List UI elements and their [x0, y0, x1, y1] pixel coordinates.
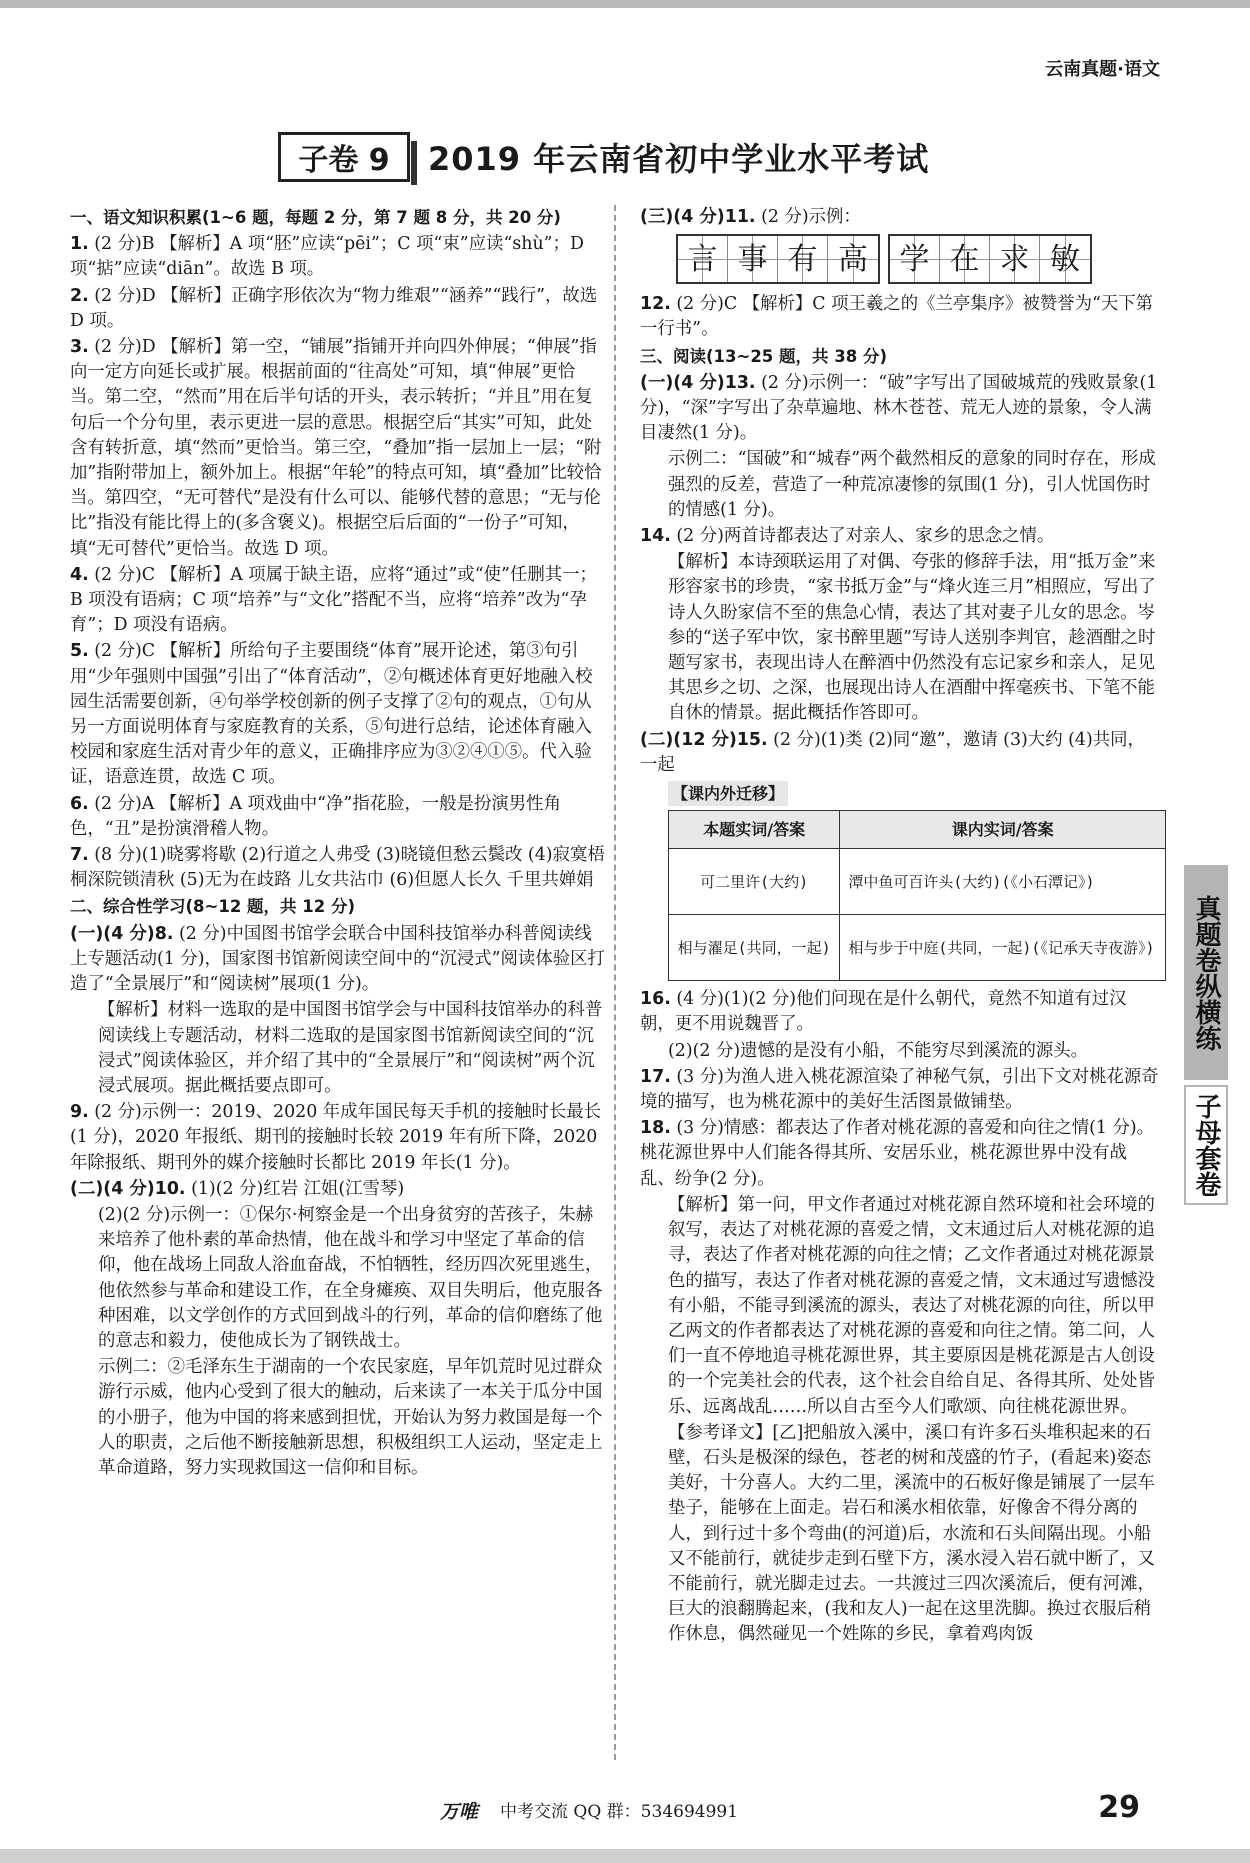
answer-paragraph: [640, 550, 1160, 726]
answer-item: [640, 371, 1160, 447]
answer-text: 【参考译文】[乙]把船放入溪中，溪口有许多石头堆积起来的石壁，石头是极深的绿色，苍老的树和茂盛的竹子，(看起来)姿态美好，十分喜人。大约二里，溪流中的石板好像是铺展了一层车垫子，能够在上面走。岩石和溪水相依靠，好像舍不得分离的人，到行过十多个弯曲(的河道)后，水流和石头间隔出现。小船又不能前行，就徒步走到石壁下方，溪水浸入岩石就中断了，又不能前行，就光脚走过去。一共渡过三四次溪流后，便有河滩，巨大的浪翻腾起来，(我和友人)一起在这里洗脚。换过衣服后稍作休息，偶然碰见一个姓陈的乡民，拿着鸡肉饭: [668, 1422, 1155, 1645]
answer-paragraph: [640, 1039, 1160, 1064]
answer-text: (2 分)示例一：2019、2020 年成年国民每天手机的接触时长最长(1 分)，2020 年报纸、期刊的接触时长较 2019 年有所下降，2020 年除报纸、期刊外的媒介接触时长都比 2019 年长(1 分)。: [70, 1102, 602, 1173]
question-number: 18.: [640, 1118, 671, 1139]
answer-text: 【解析】材料一选取的是中国图书馆学会与中国科技馆举办的科普阅读线上专题活动，材料二选取的是国家图书馆新阅读空间的“沉浸式”阅读体验区，并介绍了其中的“全景展厅”和“阅读树”两个沉浸式展项。据此概括要点即可。: [98, 1000, 603, 1096]
calligraphy-group-2: [888, 234, 1092, 284]
answer-item: [70, 335, 605, 562]
answer-item: [70, 232, 605, 282]
answer-text: (2 分)示例一：“破”字写出了国破城荒的残败景象(1 分)，“深”字写出了杂草遍地、林木苍苍、荒无人迹的景象，令人满目凄然(1 分)。: [640, 372, 1158, 444]
section-heading-text: 二、综合性学习(8~12 题，共 12 分): [70, 897, 356, 917]
answer-text: (2)(2 分)示例一：①保尔·柯察金是一个出身贫穷的苦孩子，朱赫来培养了他朴素的革命热情，他在战斗和学习中坚定了革命的信仰，他在战场上同敌人浴血奋战，不怕牺牲，经历四次死里逃生，他依然参与革命和建设工作，在全身瘫痪、双目失明后，他克服各种困难，以文学创作的方式回到战斗的行列，革命的信仰磨练了他的意志和毅力，使他成长为了钢铁战士。: [98, 1204, 603, 1351]
page-title: 2019 年云南省初中学业水平考试: [428, 140, 930, 178]
calli-char: 求: [990, 236, 1040, 282]
answer-item: [640, 292, 1160, 342]
answer-item: [640, 1116, 1160, 1192]
calli-char: 有: [778, 236, 828, 282]
answer-text: 【解析】本诗颈联运用了对偶、夸张的修辞手法，用“抵万金”来形容家书的珍贵，“家书抵万金”与“烽火连三月”相照应，写出了诗人久盼家信不至的焦急心情，表达了其对妻子儿女的思念。岑参的“送子军中饮，家书醉里题”写诗人送别李判官，趁酒酣之时题写家书，表现出诗人在醉酒中仍然没有忘记家乡和亲人，足见其思乡之切、之深，也展现出诗人在酒酣中挥毫疾书、下笔不能自休的情景。据此概括作答即可。: [668, 552, 1156, 724]
answer-item: [70, 1100, 605, 1176]
answer-text: (2 分)D 【解析】正确字形依次为“物力维艰”“涵养”“践行”，故选 D 项。: [70, 285, 598, 331]
answer-item: [640, 728, 1160, 778]
question-number: 4.: [70, 564, 89, 585]
answer-text: (2 分)B 【解析】A 项“胚”应读“pēi”；C 项“束”应读“shù”；D 项“掂”应读“diān”。故选 B 项。: [70, 234, 584, 280]
answer-paragraph: [70, 1203, 605, 1354]
answer-paragraph: [70, 1355, 605, 1481]
answer-text: (2 分)中国图书馆学会联合中国科技馆举办科普阅读线上专题活动(1 分)，国家图书馆新阅读空间中的“沉浸式”阅读体验区打造了“全景展厅”和“阅读树”展项(1 分)。: [70, 923, 605, 995]
answer-text: (2)(2 分)遗憾的是没有小船，不能穷尽到溪流的源头。: [668, 1040, 1089, 1061]
section-heading: [640, 344, 1160, 370]
brand-logo: 万唯: [440, 1801, 479, 1823]
calli-char: 言: [678, 236, 728, 282]
question-number: (二)(4 分)10.: [70, 1178, 186, 1199]
answer-text: (2 分)D 【解析】第一空，“铺展”指铺开并向四外伸展；“伸展”指向一定方向延长或扩展。根据前面的“往高处”可知，填“伸展”更恰当。第二空，“然而”用在后半句话的开头，表示转折；“并且”用在复句后一个分句里，表示更进一层的意思。根据空后“其实”可知，此处含有转折意，填“然而”更恰当。第三空，“叠加”指一层加上一层；“附加”指附带加上，额外加上。根据“年轮”的特点可知，填“叠加”比较恰当。第四空，“无可替代”是没有什么可以、能够代替的意思；“无与伦比”指没有能比得上的(多含褒义)。根据空后后面的“一份子”可知，填“无可替代”更恰当。故选 D 项。: [70, 337, 602, 559]
answer-text: (2 分)(1)类 (2)同“邀”，邀请 (3)大约 (4)共同，一起: [640, 729, 1145, 775]
answer-item: [70, 563, 605, 639]
calli-char: 学: [890, 236, 940, 282]
answer-item: [70, 639, 605, 790]
answer-item: [70, 922, 605, 998]
answer-text: (2 分)C 【解析】C 项王羲之的《兰亭集序》被赞誉为“天下第一行书”。: [640, 294, 1154, 340]
table-header-row: [669, 811, 1166, 849]
answer-text: (3 分)情感：都表达了作者对桃花源的喜爱和向往之情(1 分)。桃花源世界中人们能各得其所、安居乐业，桃花源世界中没有战乱、纷争(2 分)。: [640, 1118, 1155, 1189]
answer-text: 示例二：②毛泽东生于湖南的一个农民家庭，早年饥荒时见过群众游行示威，他内心受到了很大的触动，后来读了一本关于瓜分中国的小册子，他为中国的将来感到担忧，开始认为努力救国是每一个人的职责，之后他不断接触新思想，积极组织工人运动，坚定走上革命道路，努力实现救国这一信仰和目标。: [98, 1357, 603, 1478]
answer-text: 【解析】第一问，甲文作者通过对桃花源自然环境和社会环境的叙写，表达了对桃花源的喜爱之情，文末通过后人对桃花源的追寻，表达了作者对桃花源的向往之情；乙文作者通过对桃花源景色的描写，表达了作者对桃花源的喜爱之情，文末通过写遗憾没有小船，不能寻到溪流的源头，表达了对桃花源的向往，所以甲乙两文的作者都表达了对桃花源的喜爱和向往之情。第二问，人们一直不停地追寻桃花源世界，其主要原因是桃花源是古人创设的一个完美社会的代表，这个社会自给自足、各得其所、处处皆乐、远离战乱……所以自古至今人们歌颂、向往桃花源世界。: [668, 1194, 1155, 1417]
question-number: 2.: [70, 285, 89, 306]
calli-char: 在: [940, 236, 990, 282]
transfer-table: [668, 810, 1166, 981]
answer-item: [640, 205, 1160, 230]
question-number: 17.: [640, 1066, 671, 1087]
answer-paragraph: [70, 998, 605, 1099]
answer-item: [640, 1065, 1160, 1115]
column-divider: [614, 205, 616, 1760]
question-number: 1.: [70, 234, 89, 255]
answer-item: [70, 1177, 605, 1202]
paper-tag: 子卷 9: [278, 132, 410, 182]
calligraphy-group-1: [676, 234, 880, 284]
footer-text: 中考交流 QQ 群：534694991: [500, 1802, 739, 1822]
question-number: (一)(4 分)13.: [640, 372, 756, 393]
question-number: 16.: [640, 989, 671, 1010]
answer-paragraph: [640, 447, 1160, 523]
table-cell: 可二里许(大约): [669, 849, 840, 915]
answer-text: (1)(2 分)红岩 江姐(江雪琴): [191, 1178, 405, 1199]
question-number: 12.: [640, 294, 671, 315]
table-cell: 相与濯足(共同，一起): [669, 915, 840, 981]
answer-text: (3 分)为渔人进入桃花源渲染了神秘气氛，引出下文对桃花源奇境的描写，也为桃花源中的美好生活图景做铺垫。: [640, 1066, 1159, 1113]
answer-text: 示例二：“国破”和“城春”两个截然相反的意象的同时存在，形成强烈的反差，营造了一种荒凉凄惨的氛围(1 分)，引人忧国伤时的情感(1 分)。: [668, 449, 1156, 520]
answer-paragraph: [640, 1421, 1160, 1648]
top-bar: [0, 0, 1250, 8]
table-cell: 相与步于中庭(共同，一起)(《记承天寺夜游》): [840, 915, 1166, 981]
table-row: [669, 849, 1166, 915]
answer-item: [640, 524, 1160, 549]
answer-item: [70, 792, 605, 842]
question-number: (三)(4 分)11.: [640, 207, 756, 227]
side-tab-set: [1184, 1085, 1228, 1205]
section-heading: [70, 894, 605, 920]
table-cell: 潭中鱼可百许头(大约)(《小石潭记》): [840, 849, 1166, 915]
answer-text: (2 分)示例：: [761, 207, 861, 227]
answer-item: [70, 843, 605, 893]
answer-text: (4 分)(1)(2 分)他们问现在是什么朝代，竟然不知道有过汉朝，更不用说魏晋了。: [640, 989, 1127, 1035]
bottom-bar: [0, 1849, 1250, 1863]
left-column: [70, 205, 605, 1482]
transfer-label: 【课内外迁移】: [668, 781, 788, 806]
section-heading-text: 三、阅读(13~25 题，共 38 分): [640, 346, 888, 366]
answer-text: (2 分)C 【解析】A 项属于缺主语，应将“通过”或“使”任删其一；B 项没有语病；C 项“培养”与“文化”搭配不当，应将“培养”改为“孕育”；D 项没有语病。: [70, 564, 597, 636]
answer-item: [70, 284, 605, 334]
calligraphy-sample: [676, 234, 1160, 284]
running-header: 云南真题·语文: [1045, 59, 1160, 80]
calli-char: 敏: [1040, 236, 1090, 282]
section-heading: [70, 205, 605, 231]
answer-paragraph: [640, 1193, 1160, 1420]
page-number: 29: [1098, 1790, 1140, 1825]
table-header: 课内实词/答案: [840, 811, 1166, 849]
answer-item: [640, 987, 1160, 1037]
question-number: 6.: [70, 793, 89, 814]
question-number: 7.: [70, 845, 89, 866]
side-tab-label: 真题卷纵横练: [1191, 894, 1221, 1051]
answer-text: (2 分)两首诗都表达了对亲人、家乡的思念之情。: [676, 526, 1055, 547]
table-header: 本题实词/答案: [669, 811, 840, 849]
question-number: 9.: [70, 1102, 89, 1123]
side-tab-label: 子母套卷: [1191, 1093, 1221, 1197]
question-number: 3.: [70, 337, 89, 358]
section-heading-text: 一、语文知识积累(1~6 题，每题 2 分，第 7 题 8 分，共 20 分): [70, 208, 561, 227]
answer-text: (2 分)C 【解析】所给句子主要围绕“体育”展开论述，第③句引用“少年强则中国强”引出了“体育活动”，②句概述体育更好地融入校园生活需要创新，④句举学校创新的例子支撑了②句的观点，①句从另一方面说明体育与家庭教育的关系，⑤句进行总结，论述体育融入校园和家庭生活对青少年的意义，正确排序应为③②④①⑤。代入验证，语意连贯，故选 C 项。: [70, 641, 593, 788]
right-column: [640, 205, 1160, 1649]
question-number: 5.: [70, 641, 89, 662]
answer-text: (2 分)A 【解析】A 项戏曲中“净”指花脸，一般是扮演男性角色，“丑”是扮演滑稽人物。: [70, 793, 561, 839]
calli-char: 高: [828, 236, 878, 282]
title-block: [278, 130, 978, 190]
question-number: 14.: [640, 526, 671, 547]
answer-text: (8 分)(1)晓雾将歇 (2)行道之人弗受 (3)晓镜但愁云鬓改 (4)寂寞梧桐深院锁清秋 (5)无为在歧路 儿女共沾巾 (6)但愿人长久 千里共婵娟: [70, 845, 605, 891]
question-number: (一)(4 分)8.: [70, 923, 174, 944]
side-tab-practice: [1184, 865, 1228, 1080]
calli-char: 事: [728, 236, 778, 282]
table-row: [669, 915, 1166, 981]
question-number: (二)(12 分)15.: [640, 729, 768, 750]
